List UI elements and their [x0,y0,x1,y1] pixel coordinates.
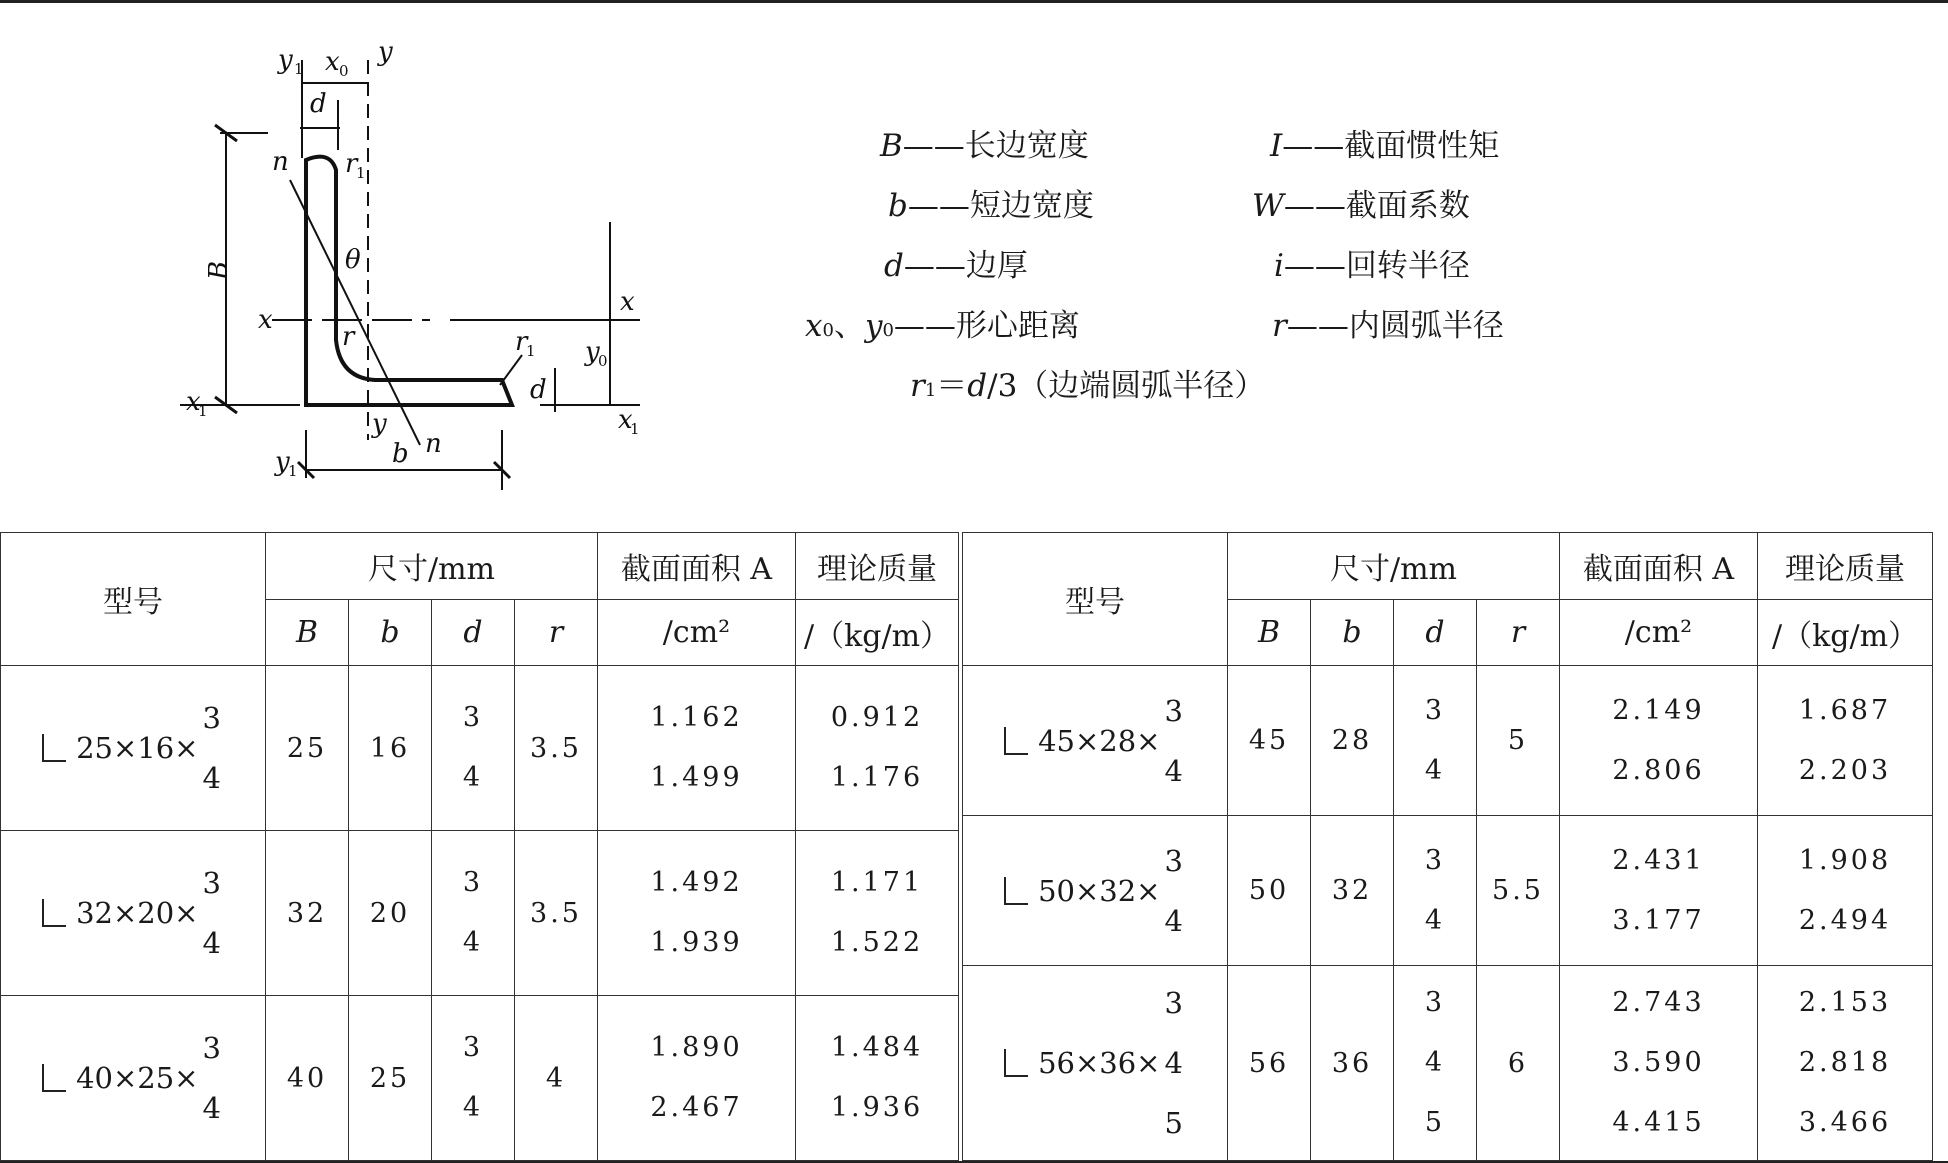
stack-value: 4 [1164,1046,1186,1080]
lbl-n-top: n [272,147,289,177]
svg-text:1: 1 [288,462,298,480]
cell-mass [796,996,959,1161]
cell-r: 6 [1477,966,1560,1161]
stack-value: 3 [1164,693,1186,728]
svg-text:1: 1 [294,60,304,78]
table-row [963,666,1933,816]
stack-value: 2.494 [1798,904,1892,936]
symbol-legend [780,120,1580,440]
cell-mass [1758,666,1933,816]
svg-text:1: 1 [526,342,536,360]
angle-steel-icon [1004,877,1028,905]
svg-text:1: 1 [198,402,208,420]
cell-b: 16 [349,666,432,831]
hdr-r: r [515,600,598,666]
stack-value: 3 [1424,844,1446,876]
stack-value: 3.177 [1612,904,1705,936]
model-cell [963,666,1228,816]
cell-mass [796,831,959,996]
stack-value: 4 [462,762,484,793]
stack-value: 1.908 [1798,844,1892,876]
legend-r: r——内圆弧半径 [1272,308,1504,344]
stack-value: 3 [1424,694,1446,726]
hdr-r-r: r [1477,600,1560,666]
lbl-y-top: y [378,37,393,67]
hdr-model: 型号 [1,533,266,666]
stack-value: 2.431 [1612,844,1705,876]
table-row [1,831,959,996]
cell-area [598,831,796,996]
cell-b: 28 [1311,666,1394,816]
stack-value: 1.484 [830,1032,924,1063]
stack-value: 1.176 [830,762,924,793]
cell-d [432,996,515,1161]
stack-value: 5 [1164,1106,1186,1140]
hdr-area-r: 截面面积 A [1560,533,1758,600]
cell-B: 45 [1228,666,1311,816]
stack-value: 1.939 [650,927,743,958]
angle-steel-icon [1004,1049,1028,1077]
hdr-b: b [349,600,432,666]
lbl-x-right: x [620,287,635,317]
cell-b: 32 [1311,816,1394,966]
lbl-theta: θ [345,245,361,275]
model-name: 25×16× [76,731,199,765]
cell-area [1560,666,1758,816]
stack-value: 3 [462,1032,484,1063]
model-name: 32×20× [76,896,199,930]
stack-value: 2.467 [650,1092,743,1123]
hdr-d-r: d [1394,600,1477,666]
lbl-y0: y [585,337,600,367]
stack-value: 3.466 [1798,1107,1892,1138]
hdr-mass-unit-r: /（kg/m） [1758,600,1933,666]
lbl-r1-top: r [345,149,358,179]
model-cell [1,831,266,996]
hdr-d: d [432,600,515,666]
model-cell [963,816,1228,966]
cell-B: 40 [266,996,349,1161]
angle-steel-icon [42,899,66,927]
lbl-d-top: d [310,89,327,119]
svg-text:1: 1 [630,420,640,438]
stack-value: 3 [202,866,224,900]
stack-value: 1.499 [650,762,743,793]
lbl-y1-bottom: y [275,447,290,477]
lbl-r: r [342,322,355,352]
model-name: 40×25× [76,1061,199,1095]
lbl-x1-right: x [618,405,633,435]
table-right [962,532,1933,1161]
stack-value: 5 [1424,1107,1446,1138]
lbl-b: b [392,439,409,469]
cell-b: 25 [349,996,432,1161]
stack-value: 4.415 [1612,1107,1705,1138]
stack-value: 4 [1424,904,1446,936]
cell-r: 5 [1477,666,1560,816]
legend-d: d——边厚 [884,248,1028,284]
hdr-size: 尺寸/mm [266,533,598,600]
model-name: 50×32× [1038,873,1161,908]
cell-B: 56 [1228,966,1311,1161]
stack-value: 2.806 [1612,754,1705,786]
stack-value: 1.522 [830,927,924,958]
stack-value: 1.687 [1798,694,1892,726]
svg-text:0: 0 [598,352,608,370]
model-cell [1,996,266,1161]
legend-x0y0: x0、y0——形心距离 [805,308,1080,344]
cell-b: 20 [349,831,432,996]
angle-steel-icon [42,1064,66,1092]
model-cell [963,966,1228,1161]
stack-value: 2.203 [1798,754,1892,786]
stack-value: 2.743 [1612,987,1705,1018]
hdr-mass-r: 理论质量 [1758,533,1933,600]
stack-value: 4 [1164,903,1186,938]
hdr-b-r: b [1311,600,1394,666]
cell-B: 32 [266,831,349,996]
cell-area [598,996,796,1161]
stack-value: 3 [1164,843,1186,878]
legend-b: b——短边宽度 [888,188,1094,224]
stack-value: 1.890 [650,1032,743,1063]
hdr-size-r: 尺寸/mm [1228,533,1560,600]
lbl-n-bottom: n [425,429,442,459]
stack-value: 4 [202,926,224,960]
table-row [1,666,959,831]
stack-value: 1.162 [650,702,743,733]
stack-value: 4 [1424,754,1446,786]
cell-B: 25 [266,666,349,831]
lbl-x0: x [325,47,340,77]
table-row [963,816,1933,966]
angle-steel-icon [1004,727,1028,755]
cell-d [1394,966,1477,1161]
legend-I: I——截面惯性矩 [1270,128,1500,164]
angle-section-diagram [0,0,700,520]
stack-value: 4 [1424,1047,1446,1078]
svg-text:1: 1 [356,164,366,182]
table-left [0,532,959,1161]
model-name: 56×36× [1038,1046,1161,1080]
hdr-model-r: 型号 [963,533,1228,666]
table-row [1,996,959,1161]
stack-value: 2.818 [1798,1047,1892,1078]
legend-r1-formula: r1＝d/3（边端圆弧半径） [910,368,1266,404]
lbl-y-bottom: y [372,409,387,439]
stack-value: 2.153 [1798,987,1892,1018]
cell-d [1394,816,1477,966]
stack-value: 3.590 [1612,1047,1705,1078]
stack-value: 3 [202,701,224,735]
stack-value: 1.936 [830,1092,924,1123]
cell-r: 3.5 [515,666,598,831]
cell-d [432,831,515,996]
angle-steel-icon [42,734,66,762]
hdr-area-unit: /cm² [598,600,796,666]
cell-area [598,666,796,831]
hdr-mass: 理论质量 [796,533,959,600]
model-name: 45×28× [1038,723,1161,758]
lbl-y1-top: y [278,45,293,75]
cell-d [432,666,515,831]
stack-value: 1.171 [830,867,924,898]
cell-r: 5.5 [1477,816,1560,966]
hdr-B: B [266,600,349,666]
legend-i: i——回转半径 [1274,248,1470,284]
legend-B: B——长边宽度 [880,128,1089,164]
stack-value: 3 [1164,986,1186,1020]
stack-value: 4 [202,1091,224,1125]
cell-mass [796,666,959,831]
cell-r: 4 [515,996,598,1161]
hdr-area-unit-r: /cm² [1560,600,1758,666]
lbl-x-left: x [258,305,273,335]
table-row [963,966,1933,1161]
cell-mass [1758,966,1933,1161]
stack-value: 3 [462,702,484,733]
cell-d [1394,666,1477,816]
cell-area [1560,816,1758,966]
stack-value: 4 [202,761,224,795]
legend-W: W——截面系数 [1252,188,1470,224]
stack-value: 3 [202,1031,224,1065]
model-cell [1,666,266,831]
lbl-d-right: d [530,375,547,405]
stack-value: 4 [1164,753,1186,788]
svg-text:0: 0 [339,62,349,80]
hdr-area: 截面面积 A [598,533,796,600]
lbl-x1-left: x [186,387,201,417]
stack-value: 4 [462,927,484,958]
stack-value: 2.149 [1612,694,1705,726]
cell-B: 50 [1228,816,1311,966]
cell-area [1560,966,1758,1161]
section-outline [306,157,512,405]
hdr-B-r: B [1228,600,1311,666]
cell-b: 36 [1311,966,1394,1161]
lbl-B: B [204,260,234,280]
stack-value: 0.912 [830,702,924,733]
hdr-mass-unit: /（kg/m） [796,600,959,666]
cell-r: 3.5 [515,831,598,996]
stack-value: 3 [462,867,484,898]
stack-value: 3 [1424,987,1446,1018]
stack-value: 4 [462,1092,484,1123]
lbl-r1-right: r [515,327,528,357]
cell-mass [1758,816,1933,966]
stack-value: 1.492 [650,867,743,898]
